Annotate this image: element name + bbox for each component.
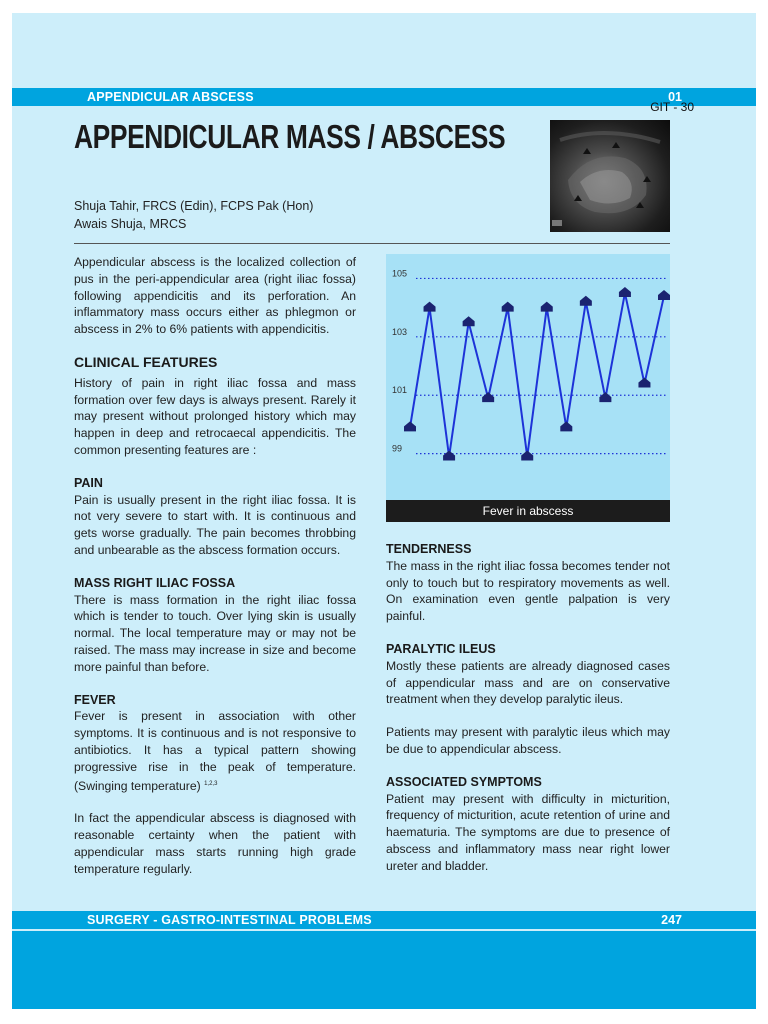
header-section-title: APPENDICULAR ABSCESS — [87, 90, 254, 104]
footer-band — [12, 911, 756, 929]
fever-chart — [386, 254, 670, 522]
header-section-number: 01 — [668, 90, 682, 104]
associated-symptoms-heading: ASSOCIATED SYMPTOMS — [386, 774, 542, 789]
paralytic-ileus-text-2: Patients may present with paralytic ileus which may be due to appendicular abscess. — [386, 725, 670, 756]
footer-section-title: SURGERY - GASTRO-INTESTINAL PROBLEMS — [87, 913, 372, 927]
associated-symptoms-text: Patient may present with difficulty in micturition, frequency of micturition, acute retention of urine and haematuria. The symptoms are due to presence of abscess and inflammatory mass near right lower ureter and bladder. — [386, 791, 670, 873]
mass-heading: MASS RIGHT ILIAC FOSSA — [74, 575, 236, 590]
fever-text — [74, 708, 356, 794]
intro-paragraph: Appendicular abscess is the localized collection of pus in the peri-appendicular area (right iliac fossa) following appendicitis and its perforation. An inflammatory mass occurs either as phlegmon or abscess in 2% to 6% patients with appendicitis. — [74, 255, 356, 337]
chart-y-tick-label: 99 — [392, 443, 403, 454]
ultrasound-image — [550, 120, 670, 232]
header-band — [12, 88, 756, 106]
chapter-code: GIT - 30 — [650, 100, 694, 114]
author-2: Awais Shuja, MRCS — [74, 217, 187, 231]
tenderness-heading: TENDERNESS — [386, 542, 472, 556]
header-divider — [74, 243, 670, 244]
fever-text-2: In fact the appendicular abscess is diagnosed with reasonable certainty when the patient with appendicular mass starts running high grade temperature regularly. — [74, 811, 356, 876]
page-title: APPENDICULAR MASS / ABSCESS — [74, 118, 506, 155]
footer-fill — [12, 931, 756, 1009]
page-number: 247 — [661, 913, 682, 927]
right-column — [386, 541, 670, 875]
chart-y-tick-label: 103 — [392, 326, 408, 337]
chart-y-tick-label: 101 — [392, 385, 408, 396]
fever-heading: FEVER — [74, 692, 116, 707]
pain-heading: PAIN — [74, 475, 103, 490]
chart-caption: Fever in abscess — [482, 504, 574, 518]
author-list — [74, 197, 313, 233]
chart-y-tick-label: 105 — [392, 268, 408, 279]
clinical-features-heading: CLINICAL FEATURES — [74, 353, 218, 370]
paralytic-ileus-heading: PARALYTIC ILEUS — [386, 641, 496, 656]
fever-text-body: Fever is present in association with other symptoms. It is continuous and is not responsive to antibiotics. It has a typical pattern showing progressive rise in the peak of temperature. (Swinging temperature) — [74, 709, 356, 793]
left-column — [74, 254, 356, 878]
tenderness-text: The mass in the right iliac fossa becomes tender not only to touch but to respiratory movements as well. On examination even gentle palpation is very painful. — [386, 558, 670, 624]
fever-chart-svg — [386, 254, 670, 522]
clinical-features-text: History of pain in right iliac fossa and mass formation over few days is always present. Rarely it may present without prolonged history which may happen in deep and retrocaecal appendicitis. The common presenting features are : — [74, 375, 356, 457]
paralytic-ileus-text: Mostly these patients are already diagnosed cases of appendicular mass and are on conservative treatment when they develop paralytic ileus. — [386, 658, 670, 707]
mass-text: There is mass formation in the right iliac fossa which is tender to touch. Over lying skin is usually normal. The local temperature may or may not be raised. The mass may increase in size and become more painful than before. — [74, 592, 356, 674]
author-1: Shuja Tahir, FRCS (Edin), FCPS Pak (Hon) — [74, 199, 314, 213]
fever-reference: 1,2,3 — [204, 780, 218, 787]
pain-text: Pain is usually present in the right iliac fossa. It is not very severe to start with. It is continuous and gets worse gradually. The pain becomes throbbing and unbearable as the abscess formation occurs. — [74, 492, 356, 557]
